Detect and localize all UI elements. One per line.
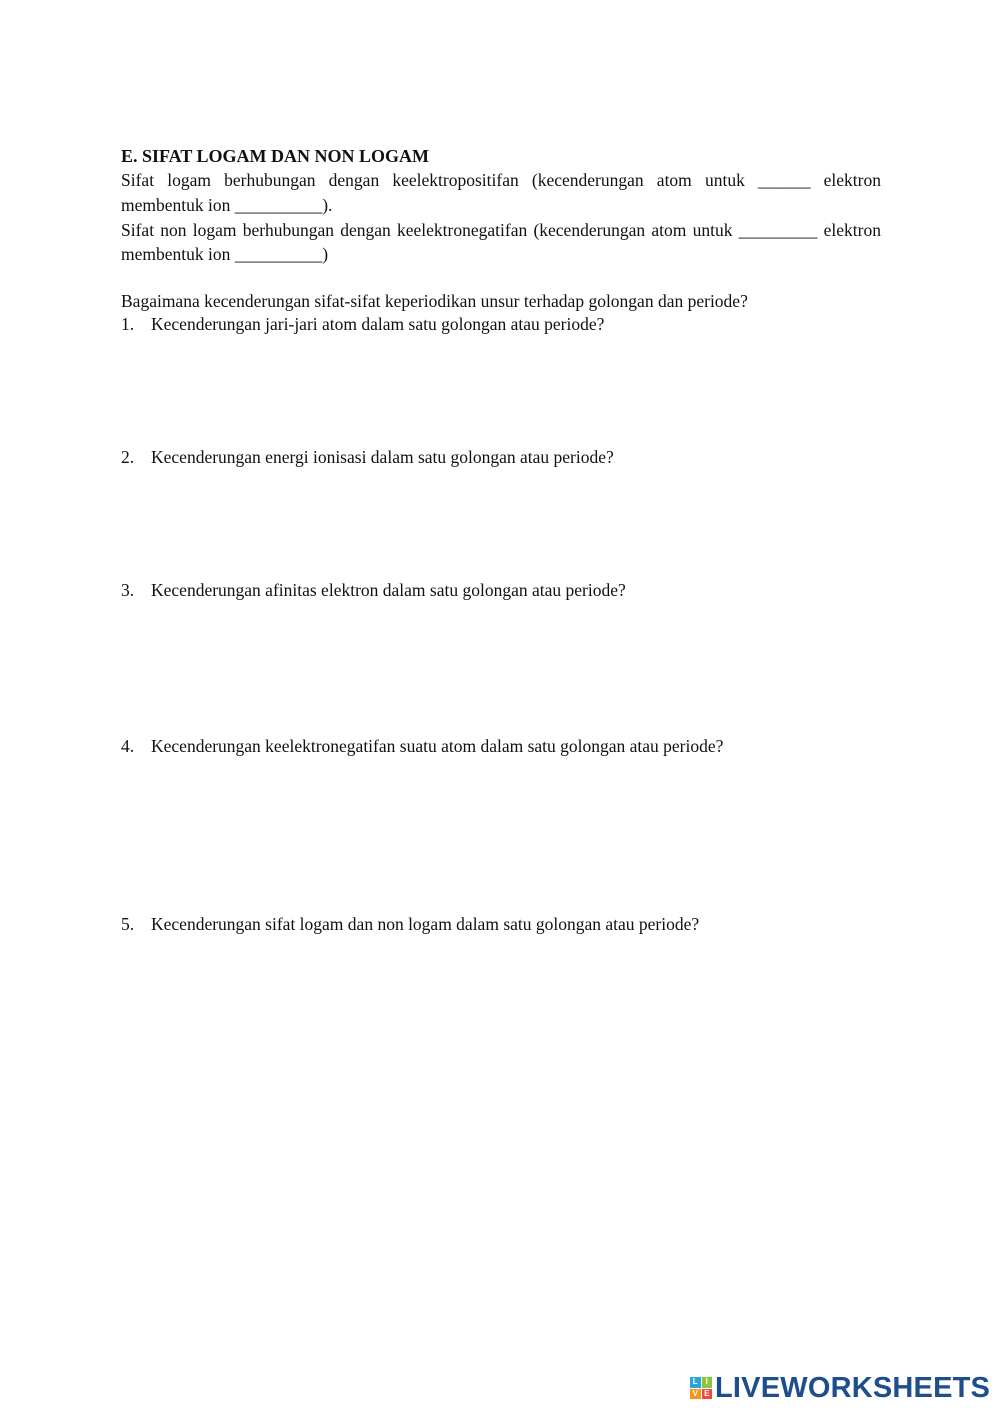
intro-question: Bagaimana kecenderungan sifat-sifat keperiodikan unsur terhadap golongan dan periode? [121,291,748,311]
question-text: Kecenderungan energi ionisasi dalam satu golongan atau periode? [151,447,614,467]
question-3 [121,578,626,602]
question-text: Kecenderungan afinitas elektron dalam satu golongan atau periode? [151,580,626,600]
logo-letter: V [690,1389,701,1400]
question-4 [121,734,723,758]
logo-letter: I [702,1377,713,1388]
logo-letter: E [702,1389,713,1400]
paragraph-non-logam: Sifat non logam berhubungan dengan keelektronegatifan (kecenderungan atom untuk _________ elektron membentuk ion __________) [121,220,881,264]
paragraph-logam: Sifat logam berhubungan dengan keelektropositifan (kecenderungan atom untuk ______ elektron membentuk ion __________). [121,170,881,215]
question-text: Kecenderungan sifat logam dan non logam dalam satu golongan atau periode? [151,914,700,934]
question-text: Kecenderungan jari-jari atom dalam satu golongan atau periode? [151,314,605,334]
question-number: 3. [121,580,135,600]
section-title: E. SIFAT LOGAM DAN NON LOGAM [121,146,430,166]
logo-letter: L [690,1377,701,1388]
question-number: 4. [121,736,135,756]
question-5 [121,912,699,936]
question-2 [121,445,614,469]
question-number: 5. [121,914,135,934]
question-text: Kecenderungan keelektronegatifan suatu atom dalam satu golongan atau periode? [151,736,724,756]
liveworksheets-brand[interactable] [690,1371,990,1405]
section-content [121,144,881,313]
question-1 [121,312,604,336]
question-number: 1. [121,314,135,334]
brand-name: LIVEWORKSHEETS [715,1371,991,1404]
liveworksheets-logo-icon [690,1377,712,1399]
question-number: 2. [121,447,135,467]
